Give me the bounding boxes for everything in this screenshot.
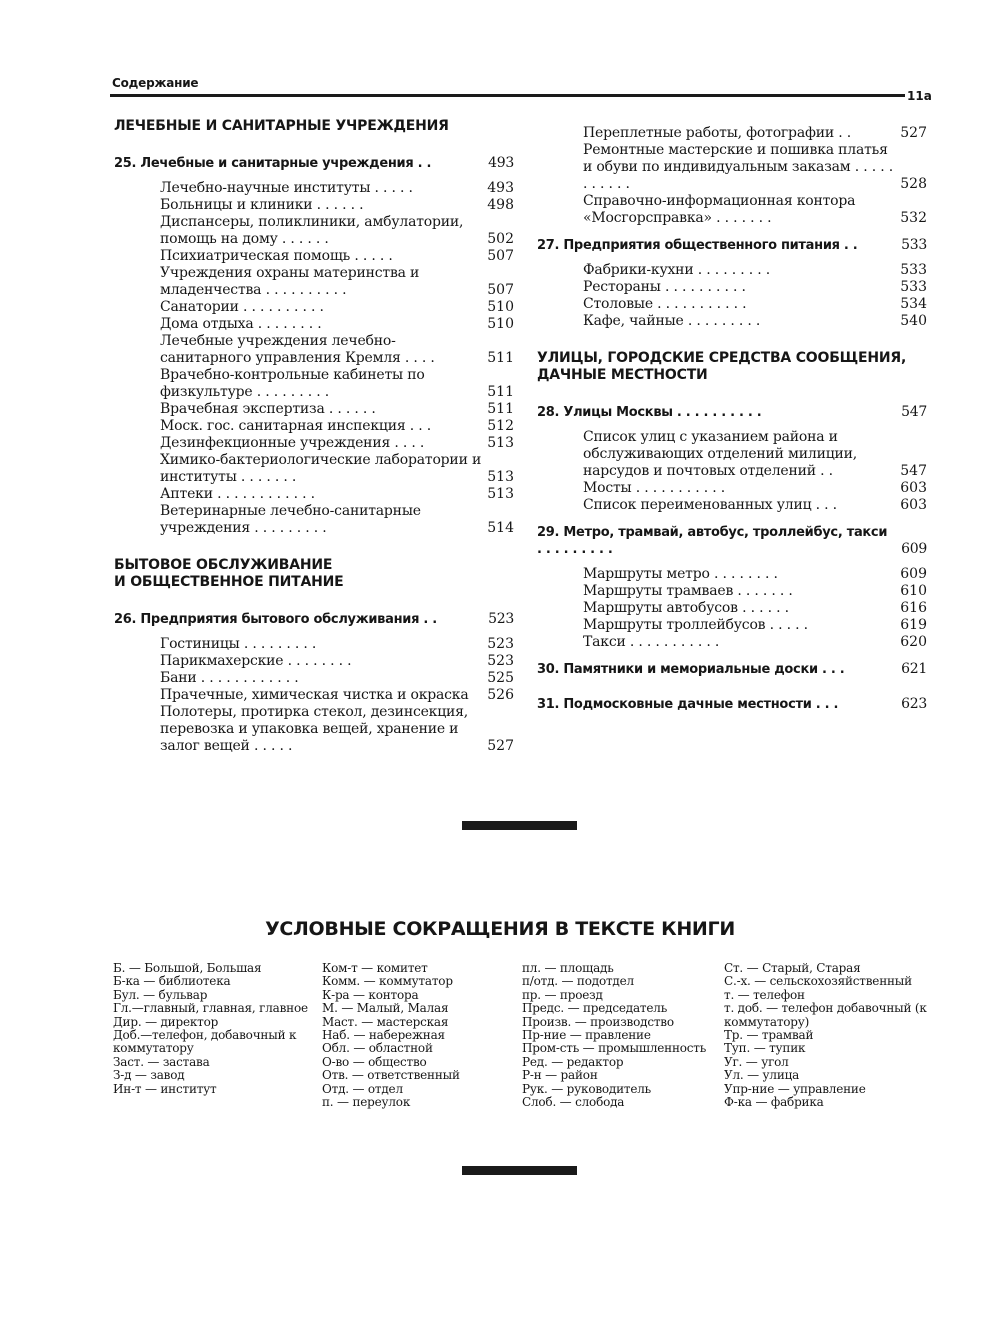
entry-page-number: 523: [487, 636, 514, 652]
toc-subentry: [160, 486, 514, 503]
abbreviations-column-4: [724, 962, 929, 1109]
abbreviation-entry: Отд. — отдел: [322, 1081, 403, 1096]
abbreviation-entry: Наб. — набережная: [322, 1028, 445, 1043]
entry-title: Парикмахерские . . . . . . . .: [160, 653, 352, 669]
entry-page-number: 498: [487, 197, 514, 213]
toc-subentry: [160, 367, 514, 401]
entry-title: 28. Улицы Москвы . . . . . . . . . .: [537, 405, 762, 420]
entry-page-number: 523: [487, 653, 514, 669]
toc-subentry: [160, 299, 514, 316]
toc-subentry: [583, 600, 927, 617]
abbreviation-entry: Б-ка — библиотека: [113, 974, 231, 989]
toc-subentry: [160, 197, 514, 214]
entry-title: Дома отдыха . . . . . . . .: [160, 316, 322, 332]
entry-title: Справочно-информационная контора «Мосгорсправка» . . . . . . .: [583, 193, 856, 226]
abbreviation-entry: Ф-ка — фабрика: [724, 1095, 824, 1110]
entry-page-number: 510: [487, 299, 514, 315]
toc-left-column: [114, 118, 514, 755]
entry-page-number: 610: [900, 583, 927, 599]
entry-title: Столовые . . . . . . . . . . .: [583, 296, 747, 312]
entry-page-number: 513: [487, 469, 514, 485]
entry-title: Фабрики-кухни . . . . . . . . .: [583, 262, 770, 278]
entry-title: Мосты . . . . . . . . . . .: [583, 480, 725, 496]
abbreviation-entry: Отв. — ответственный: [322, 1068, 460, 1083]
entry-page-number: 510: [487, 316, 514, 332]
entry-title: Бани . . . . . . . . . . . .: [160, 670, 299, 686]
entry-title: Врачебно-контрольные кабинеты по физкультуре . . . . . . . . .: [160, 367, 425, 400]
entry-page-number: 533: [900, 262, 927, 278]
abbreviation-entry: Комм. — коммутатор: [322, 974, 453, 989]
entry-page-number: 603: [900, 480, 927, 496]
entry-page-number: 507: [487, 248, 514, 264]
abbreviation-entry: п/отд. — подотдел: [522, 974, 634, 989]
toc-subentry: [160, 687, 514, 704]
entry-title: Учреждения охраны материнства и младенчества . . . . . . . . . .: [160, 265, 420, 298]
entry-page-number: 512: [487, 418, 514, 434]
toc-chapter-entry: [537, 237, 927, 254]
entry-page-number: 532: [900, 210, 927, 226]
entry-title: Психиатрическая помощь . . . . .: [160, 248, 393, 264]
abbreviation-entry: Предс. — председатель: [522, 1001, 668, 1016]
abbreviation-entry: Ком-т — комитет: [322, 961, 428, 975]
entry-page-number: 514: [487, 520, 514, 536]
toc-right-column: [537, 125, 927, 721]
abbreviation-entry: М. — Малый, Малая: [322, 1001, 449, 1016]
entry-page-number: 528: [900, 176, 927, 192]
abbreviation-entry: Доб.—телефон, добавочный к коммутатору: [113, 1028, 297, 1056]
separator-rule-top: [462, 821, 577, 830]
entry-page-number: 603: [900, 497, 927, 513]
entry-title: Кафе, чайные . . . . . . . . .: [583, 313, 761, 329]
toc-subentry: [583, 617, 927, 634]
toc-subentry: [160, 653, 514, 670]
abbreviation-entry: пл. — площадь: [522, 961, 614, 975]
entry-title: Ремонтные мастерские и пошивка платья и обуви по индивидуальным заказам . . . . . . . . . . .: [583, 142, 893, 192]
entry-page-number: 511: [487, 384, 514, 400]
entry-title: Аптеки . . . . . . . . . . . .: [160, 486, 315, 502]
abbreviation-entry: Ул. — улица: [724, 1068, 800, 1083]
section-heading: БЫТОВОЕ ОБСЛУЖИВАНИЕ И ОБЩЕСТВЕННОЕ ПИТАНИЕ: [114, 557, 344, 590]
entry-title: Моск. гос. санитарная инспекция . . .: [160, 418, 431, 434]
entry-page-number: 547: [901, 404, 927, 420]
entry-title: Больницы и клиники . . . . . .: [160, 197, 364, 213]
abbreviation-entry: т. доб. — телефон добавочный (к коммутатору): [724, 1001, 927, 1029]
entry-title: Ветеринарные лечебно-санитарные учреждения . . . . . . . . .: [160, 503, 421, 536]
toc-subentry: [160, 265, 514, 299]
running-header-title: Содержание: [112, 76, 199, 90]
entry-page-number: 609: [900, 566, 927, 582]
entry-title: Рестораны . . . . . . . . . .: [583, 279, 746, 295]
entry-page-number: 621: [901, 661, 927, 677]
entry-page-number: 616: [900, 600, 927, 616]
entry-page-number: 623: [901, 696, 927, 712]
entry-title: Маршруты трамваев . . . . . . .: [583, 583, 793, 599]
entry-page-number: 523: [488, 611, 514, 627]
entry-title: Дезинфекционные учреждения . . . .: [160, 435, 425, 451]
abbreviations-column-1: [113, 962, 313, 1096]
toc-chapter-entry: [537, 661, 927, 678]
toc-subentry: [160, 670, 514, 687]
toc-subentry: [583, 634, 927, 651]
toc-subentry: [160, 214, 514, 248]
toc-subentry: [160, 401, 514, 418]
entry-page-number: 525: [487, 670, 514, 686]
entry-title: Прачечные, химическая чистка и окраска: [160, 687, 469, 703]
entry-page-number: 527: [900, 125, 927, 141]
abbreviation-entry: п. — переулок: [322, 1095, 411, 1110]
toc-subentry: [583, 583, 927, 600]
entry-title: Маршруты автобусов . . . . . .: [583, 600, 789, 616]
entry-page-number: 620: [900, 634, 927, 650]
entry-title: Врачебная экспертиза . . . . . .: [160, 401, 376, 417]
toc-subentry: [583, 497, 927, 514]
toc-subentry: [160, 316, 514, 333]
entry-title: Список переименованных улиц . . .: [583, 497, 837, 513]
abbreviation-entry: т. — телефон: [724, 987, 805, 1002]
toc-subentry: [160, 333, 514, 367]
abbreviation-entry: О-во — общество: [322, 1054, 427, 1069]
toc-subentry: [583, 296, 927, 313]
abbreviation-entry: Туп. — тупик: [724, 1041, 806, 1056]
entry-title: Химико-бактериологические лаборатории и институты . . . . . . .: [160, 452, 482, 485]
toc-chapter-entry: [114, 155, 514, 172]
entry-page-number: 502: [487, 231, 514, 247]
toc-subentry: [160, 418, 514, 435]
abbreviation-entry: С.-х. — сельскохозяйственный: [724, 974, 912, 989]
entry-page-number: 511: [487, 350, 514, 366]
abbreviations-title: УСЛОВНЫЕ СОКРАЩЕНИЯ В ТЕКСТЕ КНИГИ: [265, 918, 735, 940]
toc-subentry: [160, 704, 514, 755]
entry-title: Переплетные работы, фотографии . .: [583, 125, 851, 141]
abbreviation-entry: Ст. — Старый, Старая: [724, 961, 861, 975]
abbreviation-entry: Слоб. — слобода: [522, 1095, 625, 1110]
entry-title: 26. Предприятия бытового обслуживания . .: [114, 612, 437, 627]
entry-title: 29. Метро, трамвай, автобус, троллейбус, такси . . . . . . . . .: [537, 525, 888, 557]
abbreviations-column-2: [322, 962, 514, 1109]
toc-subentry: [583, 313, 927, 330]
entry-title: Санатории . . . . . . . . . .: [160, 299, 324, 315]
abbreviation-entry: Маст. — мастерская: [322, 1014, 449, 1029]
entry-title: Маршруты троллейбусов . . . . .: [583, 617, 808, 633]
abbreviation-entry: Уг. — угол: [724, 1054, 789, 1069]
toc-subentry: [160, 248, 514, 265]
page-number: 11а: [907, 89, 932, 103]
abbreviation-entry: Пр-ние — правление: [522, 1028, 651, 1043]
entry-title: Лечебные учреждения лечебно-санитарного управления Кремля . . . .: [160, 333, 435, 366]
entry-page-number: 507: [487, 282, 514, 298]
entry-title: Полотеры, протирка стекол, дезинсекция, перевозка и упаковка вещей, хранение и залог вещей . . . . .: [160, 704, 469, 754]
entry-page-number: 609: [901, 541, 927, 557]
abbreviations-column-3: [522, 962, 722, 1109]
abbreviation-entry: К-ра — контора: [322, 987, 419, 1002]
entry-title: 25. Лечебные и санитарные учреждения . .: [114, 156, 432, 171]
toc-chapter-entry: [537, 696, 927, 713]
toc-subentry: [583, 193, 927, 227]
abbreviation-entry: Р-н — район: [522, 1068, 598, 1083]
toc-chapter-entry: [537, 524, 927, 558]
toc-subentry: [583, 279, 927, 296]
abbreviation-entry: Бул. — бульвар: [113, 987, 208, 1002]
entry-title: Лечебно-научные институты . . . . .: [160, 180, 413, 196]
abbreviation-entry: Дир. — директор: [113, 1014, 219, 1029]
section-heading: УЛИЦЫ, ГОРОДСКИЕ СРЕДСТВА СООБЩЕНИЯ, ДАЧНЫЕ МЕСТНОСТИ: [537, 350, 907, 383]
entry-title: Маршруты метро . . . . . . . .: [583, 566, 778, 582]
entry-page-number: 527: [487, 738, 514, 754]
abbreviation-entry: Упр-ние — управление: [724, 1081, 866, 1096]
abbreviation-entry: пр. — проезд: [522, 987, 603, 1002]
entry-page-number: 526: [487, 687, 514, 703]
toc-subentry: [583, 262, 927, 279]
entry-page-number: 493: [487, 180, 514, 196]
entry-title: Гостиницы . . . . . . . . .: [160, 636, 317, 652]
toc-subentry: [160, 636, 514, 653]
entry-page-number: 513: [487, 435, 514, 451]
entry-title: 31. Подмосковные дачные местности . . .: [537, 697, 839, 712]
abbreviation-entry: Ред. — редактор: [522, 1054, 624, 1069]
entry-title: Диспансеры, поликлиники, амбулатории, помощь на дому . . . . . .: [160, 214, 464, 247]
entry-title: Такси . . . . . . . . . . .: [583, 634, 720, 650]
abbreviation-entry: З-д — завод: [113, 1068, 185, 1083]
toc-chapter-entry: [537, 404, 927, 421]
abbreviation-entry: Обл. — областной: [322, 1041, 433, 1056]
toc-subentry: [583, 125, 927, 142]
abbreviation-entry: Тр. — трамвай: [724, 1028, 814, 1043]
entry-page-number: 534: [900, 296, 927, 312]
entry-page-number: 533: [901, 237, 927, 253]
toc-subentry: [583, 142, 927, 193]
section-heading: ЛЕЧЕБНЫЕ И САНИТАРНЫЕ УЧРЕЖДЕНИЯ: [114, 118, 449, 134]
abbreviation-entry: Б. — Большой, Большая: [113, 961, 262, 975]
entry-page-number: 513: [487, 486, 514, 502]
entry-page-number: 540: [900, 313, 927, 329]
toc-subentry: [583, 566, 927, 583]
toc-subentry: [160, 435, 514, 452]
header-rule: [110, 94, 905, 97]
abbreviation-entry: Заст. — застава: [113, 1054, 210, 1069]
entry-page-number: 547: [900, 463, 927, 479]
abbreviation-entry: Произв. — производство: [522, 1014, 674, 1029]
toc-subentry: [160, 452, 514, 486]
entry-page-number: 533: [900, 279, 927, 295]
separator-rule-bottom: [462, 1166, 577, 1175]
toc-subentry: [583, 480, 927, 497]
entry-title: 27. Предприятия общественного питания . .: [537, 238, 858, 253]
entry-title: 30. Памятники и мемориальные доски . . .: [537, 662, 845, 677]
toc-subentry: [160, 180, 514, 197]
entry-title: Список улиц с указанием района и обслуживающих отделений милиции, нарсудов и почтовых отделений . .: [583, 429, 858, 479]
toc-subentry: [583, 429, 927, 480]
abbreviation-entry: Пром-сть — промышленность: [522, 1041, 707, 1056]
entry-page-number: 493: [488, 155, 514, 171]
abbreviation-entry: Ин-т — институт: [113, 1081, 217, 1096]
entry-page-number: 511: [487, 401, 514, 417]
entry-page-number: 619: [900, 617, 927, 633]
toc-chapter-entry: [114, 611, 514, 628]
abbreviation-entry: Гл.—главный, главная, главное: [113, 1001, 308, 1016]
toc-subentry: [160, 503, 514, 537]
abbreviation-entry: Рук. — руководитель: [522, 1081, 652, 1096]
